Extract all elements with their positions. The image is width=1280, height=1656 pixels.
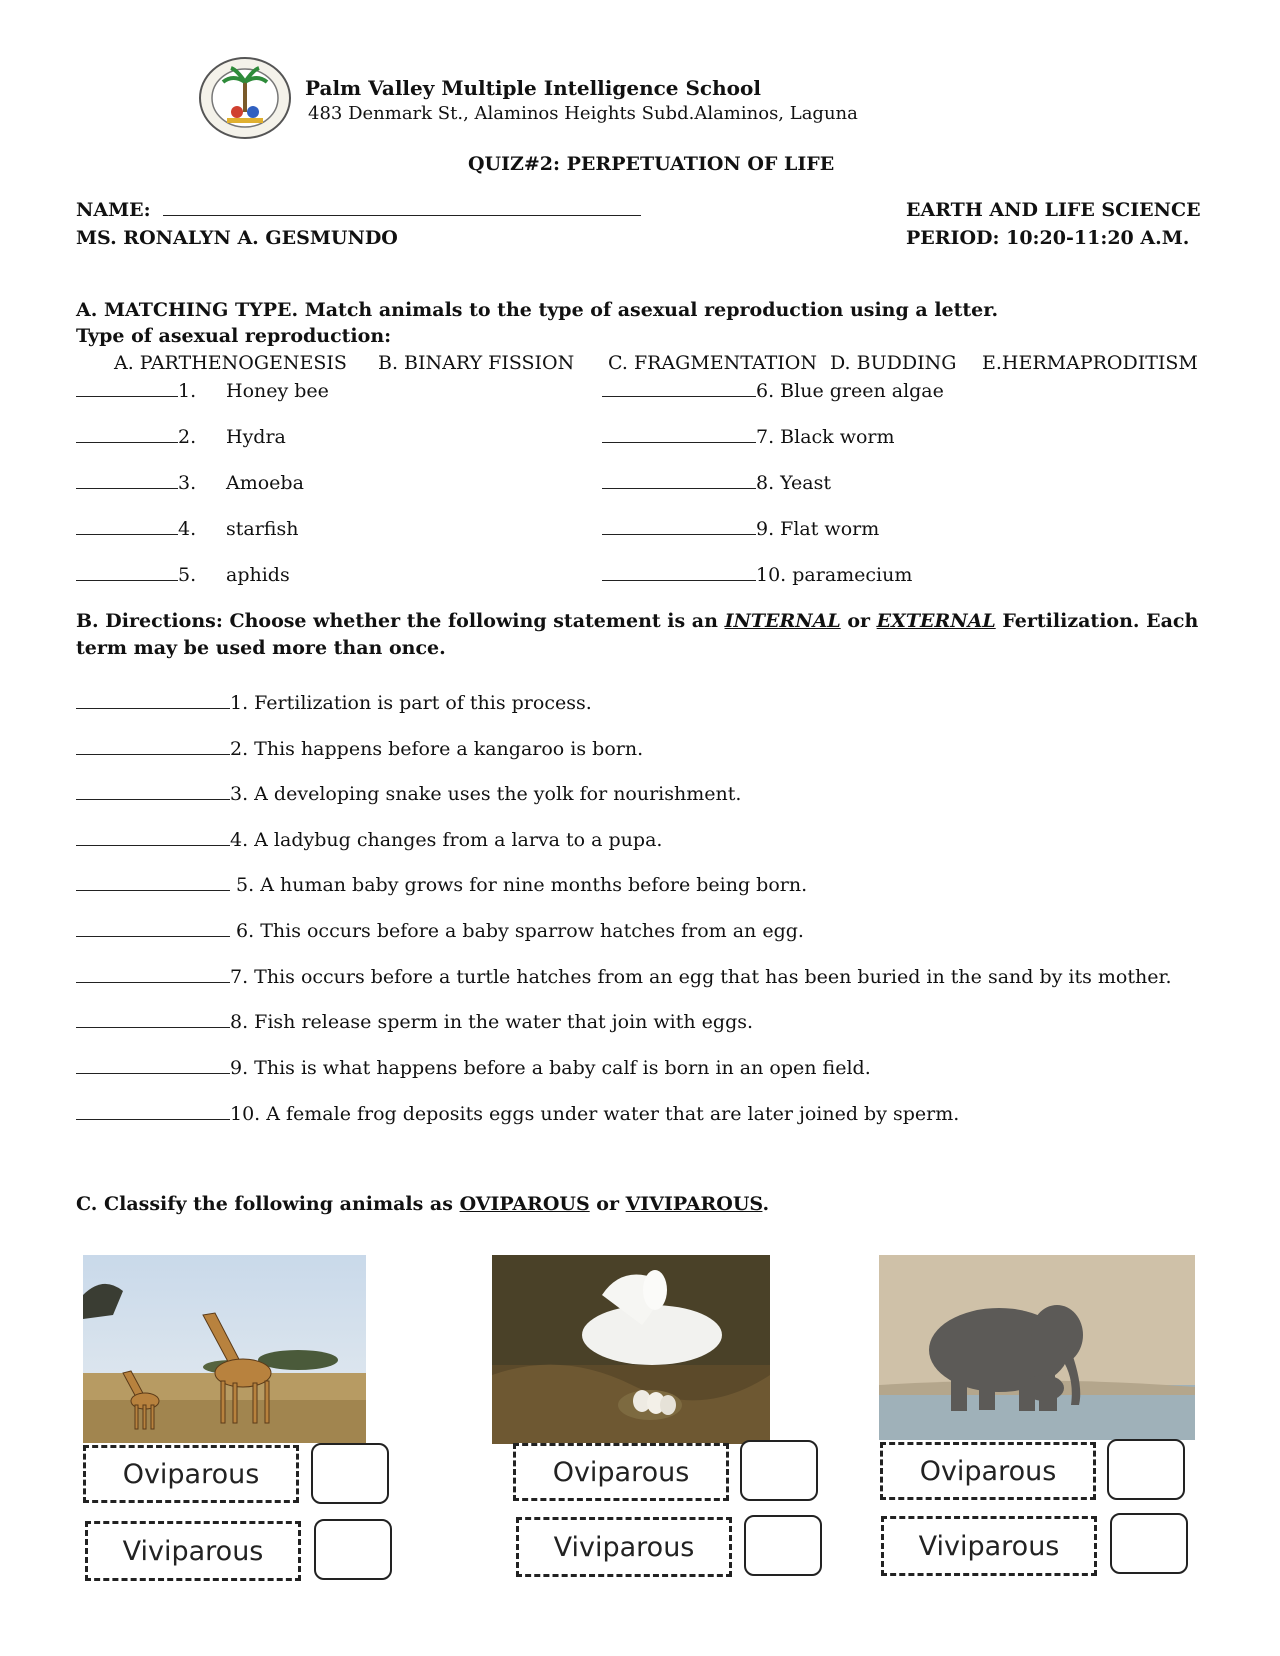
answer-blank[interactable]: [76, 441, 178, 443]
answer-blank[interactable]: [602, 441, 756, 443]
answer-blank[interactable]: [76, 1118, 230, 1120]
section-a-title: A. MATCHING TYPE. Match animals to the type of asexual reproduction using a letter.: [76, 299, 999, 321]
oviparous-option-1[interactable]: Oviparous: [83, 1445, 299, 1503]
list-item: [76, 426, 196, 448]
oviparous-term: OVIPAROUS: [459, 1193, 590, 1215]
section-c-title-pre: C. Classify the following animals as: [76, 1193, 460, 1215]
list-item: [76, 829, 662, 851]
answer-blank[interactable]: [76, 844, 230, 846]
oviparous-checkbox-2[interactable]: [740, 1440, 818, 1501]
period-label: PERIOD: 10:20-11:20 A.M.: [906, 227, 1190, 249]
list-item: [76, 920, 804, 942]
oviparous-checkbox-3[interactable]: [1107, 1439, 1185, 1500]
item-text: 7. Black worm: [756, 426, 895, 448]
oviparous-checkbox-1[interactable]: [311, 1443, 389, 1504]
answer-blank[interactable]: [76, 935, 230, 937]
list-item: [76, 1011, 753, 1033]
viviparous-checkbox-2[interactable]: [744, 1515, 822, 1576]
name-label: [76, 199, 641, 221]
list-item: [76, 380, 196, 402]
item-text: 9. This is what happens before a baby calf is born in an open field.: [230, 1057, 871, 1079]
list-item: [76, 738, 643, 760]
list-item: [602, 472, 831, 494]
answer-blank[interactable]: [76, 981, 230, 983]
list-item: [602, 518, 879, 540]
viviparous-option-2[interactable]: Viviparous: [516, 1517, 732, 1577]
item-text: Honey bee: [226, 380, 329, 402]
list-item: [76, 783, 741, 805]
list-item: [76, 518, 196, 540]
list-item: [76, 472, 196, 494]
quiz-title: QUIZ#2: PERPETUATION OF LIFE: [468, 153, 835, 175]
name-label-text: NAME:: [76, 199, 151, 221]
oviparous-option-2[interactable]: Oviparous: [513, 1443, 729, 1501]
item-text: Amoeba: [226, 472, 304, 494]
option-e: E.HERMAPRODITISM: [982, 352, 1198, 374]
school-address: 483 Denmark St., Alaminos Heights Subd.Alaminos, Laguna: [308, 103, 858, 124]
answer-blank[interactable]: [602, 579, 756, 581]
answer-blank[interactable]: [76, 1026, 230, 1028]
section-b-title-line2: term may be used more than once.: [76, 637, 446, 659]
item-text: 6. This occurs before a baby sparrow hatches from an egg.: [230, 920, 804, 942]
item-text: 2. This happens before a kangaroo is born.: [230, 738, 644, 760]
list-item: [76, 692, 592, 714]
viviparous-term: VIVIPAROUS: [625, 1193, 763, 1215]
item-text: 3. A developing snake uses the yolk for nourishment.: [230, 783, 742, 805]
item-number: 2.: [178, 426, 197, 448]
option-d: D. BUDDING: [830, 352, 957, 374]
item-number: 4.: [178, 518, 197, 540]
item-text: 10. paramecium: [756, 564, 913, 586]
item-text: 6. Blue green algae: [756, 380, 944, 402]
item-text: aphids: [226, 564, 290, 586]
viviparous-option-3[interactable]: Viviparous: [881, 1516, 1097, 1576]
name-blank[interactable]: [163, 214, 641, 216]
section-b-title: [76, 610, 1198, 632]
item-text: Hydra: [226, 426, 286, 448]
viviparous-checkbox-1[interactable]: [314, 1519, 392, 1580]
item-text: 8. Yeast: [756, 472, 832, 494]
section-a-subtitle: Type of asexual reproduction:: [76, 325, 392, 347]
answer-blank[interactable]: [76, 579, 178, 581]
item-number: 1.: [178, 380, 197, 402]
list-item: [602, 426, 895, 448]
section-c-title: [76, 1193, 769, 1215]
item-text: 4. A ladybug changes from a larva to a pupa.: [230, 829, 663, 851]
section-b-title-pre: B. Directions: Choose whether the following statement is an: [76, 610, 725, 632]
item-number: 3.: [178, 472, 197, 494]
item-text: 5. A human baby grows for nine months before being born.: [230, 874, 808, 896]
option-a: A. PARTHENOGENESIS: [114, 352, 347, 374]
item-text: 9. Flat worm: [756, 518, 880, 540]
list-item: [602, 564, 912, 586]
list-item: [76, 1103, 959, 1125]
list-item: [76, 966, 1172, 988]
school-name: Palm Valley Multiple Intelligence School: [305, 76, 761, 100]
list-item: [602, 380, 944, 402]
giraffe-photo: [83, 1255, 366, 1443]
answer-blank[interactable]: [76, 395, 178, 397]
item-text: 1. Fertilization is part of this process.: [230, 692, 592, 714]
section-c-title-post: .: [762, 1193, 770, 1215]
list-item: [76, 874, 807, 896]
answer-blank[interactable]: [602, 487, 756, 489]
answer-blank[interactable]: [76, 487, 178, 489]
option-c: C. FRAGMENTATION: [608, 352, 817, 374]
section-c-or: or: [589, 1193, 626, 1215]
list-item: [76, 564, 196, 586]
item-text: 10. A female frog deposits eggs under water that are later joined by sperm.: [230, 1103, 960, 1125]
elephant-photo: [879, 1255, 1195, 1440]
item-text: starfish: [226, 518, 299, 540]
swan-nest-photo: [492, 1255, 770, 1444]
option-b: B. BINARY FISSION: [378, 352, 575, 374]
item-text: 8. Fish release sperm in the water that join with eggs.: [230, 1011, 754, 1033]
school-logo: [197, 56, 293, 140]
subject-label: EARTH AND LIFE SCIENCE: [906, 199, 1201, 221]
answer-blank[interactable]: [76, 707, 230, 709]
item-number: 5.: [178, 564, 197, 586]
answer-blank[interactable]: [76, 1072, 230, 1074]
answer-blank[interactable]: [76, 889, 230, 891]
section-b-or: or: [840, 610, 877, 632]
viviparous-checkbox-3[interactable]: [1110, 1513, 1188, 1574]
answer-blank[interactable]: [76, 533, 178, 535]
list-item: [76, 1057, 871, 1079]
answer-blank[interactable]: [602, 533, 756, 535]
answer-blank[interactable]: [602, 395, 756, 397]
answer-blank[interactable]: [76, 753, 230, 755]
internal-term: INTERNAL: [724, 610, 841, 632]
oviparous-option-3[interactable]: Oviparous: [880, 1442, 1096, 1500]
answer-blank[interactable]: [76, 798, 230, 800]
item-text: 7. This occurs before a turtle hatches from an egg that has been buried in the sand by its mother.: [230, 966, 1172, 988]
external-term: EXTERNAL: [876, 610, 996, 632]
section-b-title-post: Fertilization. Each: [995, 610, 1199, 632]
viviparous-option-1[interactable]: Viviparous: [85, 1521, 301, 1581]
teacher-name: MS. RONALYN A. GESMUNDO: [76, 227, 398, 249]
